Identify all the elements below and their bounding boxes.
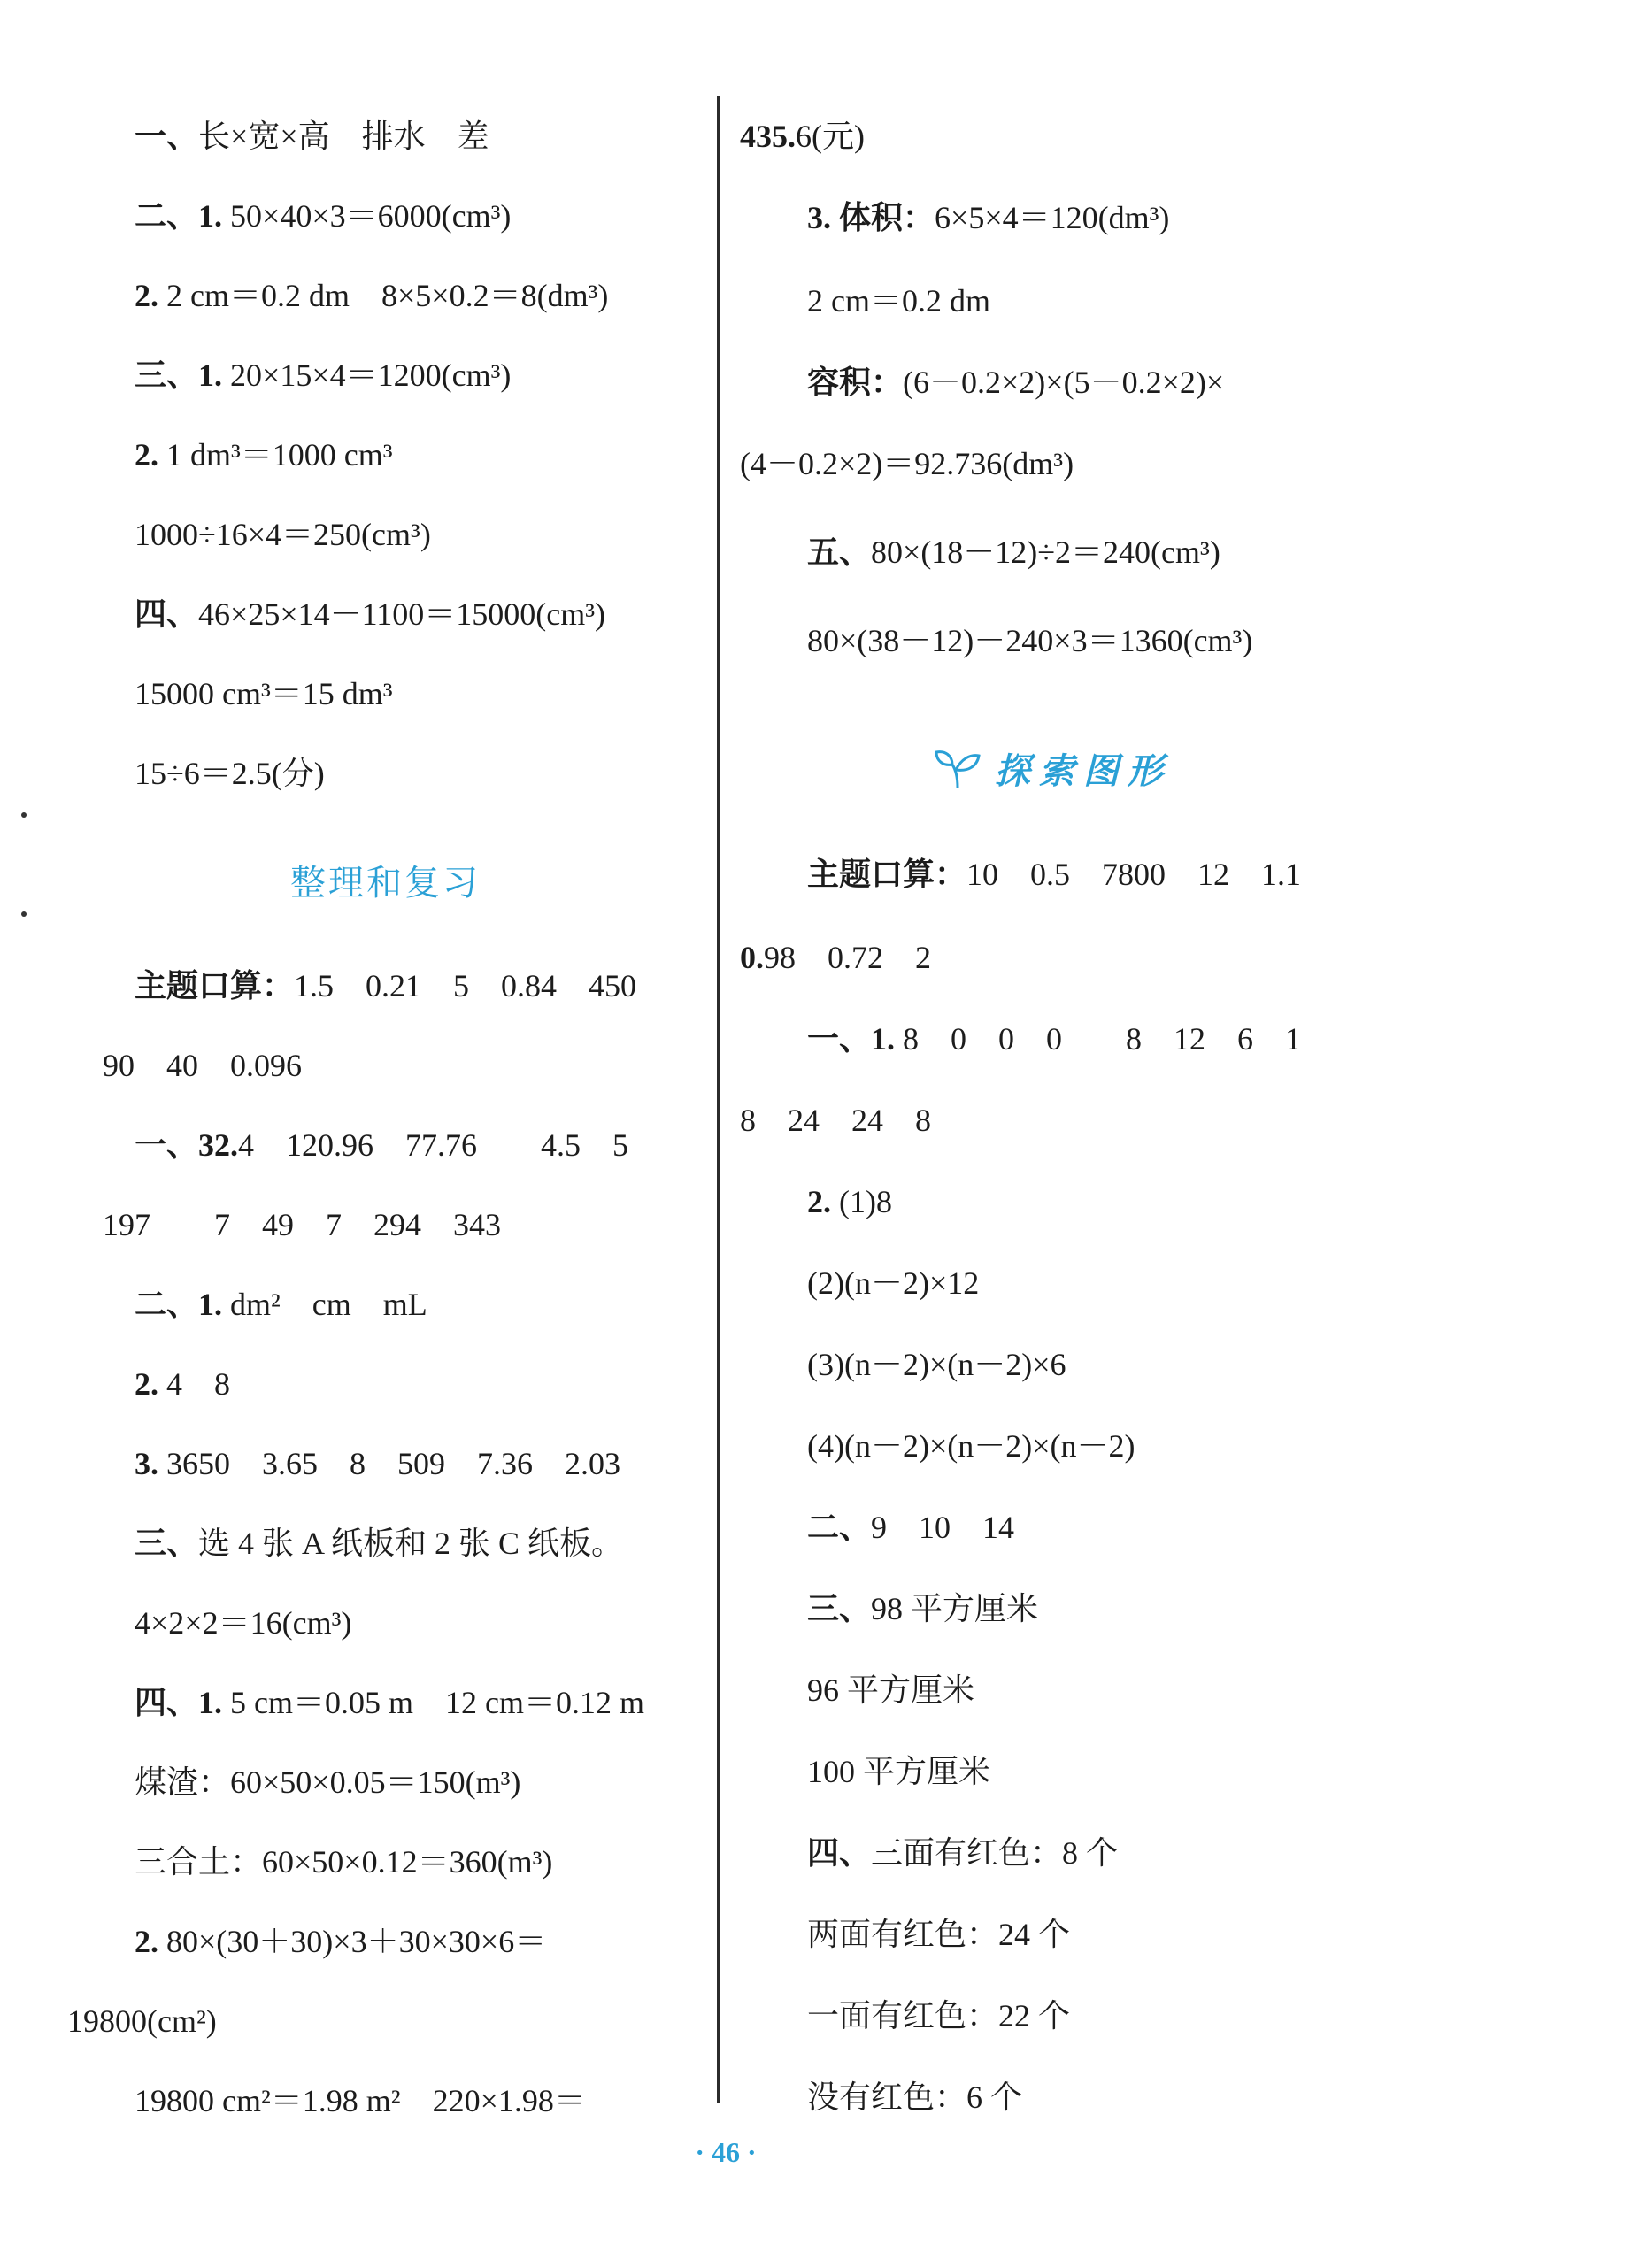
- answer-line: (2)(n－2)×12: [807, 1265, 980, 1301]
- answer-line: 一、1. 8 0 0 0 8 12 6 1: [807, 1021, 1302, 1057]
- answer-line: 0.98 0.72 2: [740, 940, 932, 975]
- answer-line: 2. 4 8: [135, 1366, 231, 1402]
- answer-line: 三、1. 20×15×4＝1200(cm³): [135, 357, 512, 393]
- answer-line: 80×(38－12)－240×3＝1360(cm³): [807, 623, 1253, 658]
- answer-line: 四、三面有红色：8 个: [807, 1835, 1119, 1871]
- answer-line: (4－0.2×2)＝92.736(dm³): [740, 446, 1074, 481]
- answer-line: 一、32.4 120.96 77.76 4.5 5: [135, 1127, 629, 1163]
- answer-line: 100 平方厘米: [807, 1754, 991, 1789]
- answer-line: 19800(cm²): [67, 2003, 217, 2039]
- answer-line: 2. 1 dm³＝1000 cm³: [135, 437, 393, 473]
- answer-line: 主题口算：10 0.5 7800 12 1.1: [807, 857, 1302, 892]
- answer-line: 两面有红色：24 个: [807, 1917, 1071, 1952]
- answer-line: 没有红色：6 个: [807, 2080, 1023, 2115]
- answer-line: 三、98 平方厘米: [807, 1591, 1039, 1626]
- margin-dot: [21, 911, 27, 917]
- answer-line: 3. 3650 3.65 8 509 7.36 2.03: [135, 1446, 620, 1481]
- answer-line: 90 40 0.096: [103, 1048, 303, 1083]
- answer-line: 15÷6＝2.5(分): [135, 756, 325, 791]
- answer-line: 煤渣：60×50×0.05＝150(m³): [135, 1764, 521, 1800]
- answer-line: 1000÷16×4＝250(cm³): [135, 517, 431, 552]
- answer-line: 四、1. 5 cm＝0.05 m 12 cm＝0.12 m: [135, 1685, 644, 1720]
- answer-line: 2 cm＝0.2 dm: [807, 283, 990, 319]
- answer-line: 容积：(6－0.2×2)×(5－0.2×2)×: [807, 365, 1225, 400]
- answer-line: 8 24 24 8: [740, 1103, 932, 1138]
- answer-line: 19800 cm²＝1.98 m² 220×1.98＝: [135, 2083, 586, 2118]
- answer-line: 2. 80×(30＋30)×3＋30×30×6＝: [135, 1924, 547, 1959]
- answer-line: 主题口算：1.5 0.21 5 0.84 450: [135, 968, 637, 1003]
- section-title-review: 整理和复习: [290, 863, 481, 903]
- answer-line: 2. (1)8: [807, 1184, 892, 1219]
- section-title-explore: 探索图形: [995, 751, 1172, 792]
- answer-line: 435.6(元): [740, 119, 865, 154]
- answer-line: 一面有红色：22 个: [807, 1998, 1071, 2034]
- margin-dot: [21, 812, 27, 818]
- answer-line: 一、长×宽×高 排水 差: [135, 119, 489, 154]
- page-number: · 46 ·: [695, 2136, 757, 2168]
- answer-line: 2. 2 cm＝0.2 dm 8×5×0.2＝8(dm³): [135, 278, 609, 313]
- answer-line: 五、80×(18－12)÷2＝240(cm³): [807, 534, 1220, 570]
- answer-line: 197 7 49 7 294 343: [103, 1207, 502, 1242]
- answer-line: 四、46×25×14－1100＝15000(cm³): [135, 596, 606, 632]
- answer-line: 三、选 4 张 A 纸板和 2 张 C 纸板。: [135, 1526, 624, 1561]
- answer-line: 15000 cm³＝15 dm³: [135, 676, 393, 711]
- column-divider: [717, 96, 720, 2103]
- answer-line: 二、1. 50×40×3＝6000(cm³): [135, 198, 512, 234]
- sprout-icon: [935, 745, 981, 789]
- answer-line: 3. 体积：6×5×4＝120(dm³): [807, 200, 1170, 235]
- answer-line: 三合土：60×50×0.12＝360(m³): [135, 1844, 553, 1880]
- answer-line: (3)(n－2)×(n－2)×6: [807, 1347, 1066, 1382]
- answer-line: 96 平方厘米: [807, 1672, 975, 1708]
- answer-line: 二、1. dm² cm mL: [135, 1287, 427, 1322]
- answer-line: 4×2×2＝16(cm³): [135, 1605, 352, 1641]
- answer-line: 二、9 10 14: [807, 1510, 1015, 1545]
- answer-line: (4)(n－2)×(n－2)×(n－2): [807, 1428, 1135, 1464]
